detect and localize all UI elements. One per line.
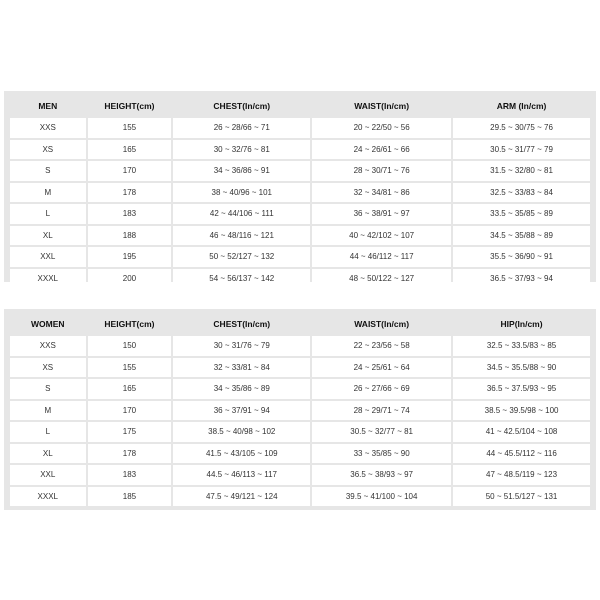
men-size-cell: XL xyxy=(10,226,86,246)
women-size-cell: XXL xyxy=(10,465,86,485)
women-col-hip-header: HIP(In/cm) xyxy=(453,314,590,334)
women-hip-cell: 32.5 ~ 33.5/83 ~ 85 xyxy=(453,336,590,356)
women-table-row xyxy=(10,336,590,356)
women-waist-cell: 30.5 ~ 32/77 ~ 81 xyxy=(312,422,451,442)
men-table-row xyxy=(10,140,590,160)
men-size-table xyxy=(8,94,592,290)
women-table-body xyxy=(10,336,590,506)
men-height-cell: 178 xyxy=(88,183,172,203)
women-height-cell: 183 xyxy=(88,465,172,485)
men-chest-cell: 38 ~ 40/96 ~ 101 xyxy=(173,183,310,203)
women-col-size-header: WOMEN xyxy=(10,314,86,334)
women-chest-cell: 34 ~ 35/86 ~ 89 xyxy=(173,379,310,399)
women-waist-cell: 33 ~ 35/85 ~ 90 xyxy=(312,444,451,464)
women-height-cell: 170 xyxy=(88,401,172,421)
men-header-row xyxy=(10,96,590,116)
women-height-cell: 165 xyxy=(88,379,172,399)
women-waist-cell: 28 ~ 29/71 ~ 74 xyxy=(312,401,451,421)
women-hip-cell: 38.5 ~ 39.5/98 ~ 100 xyxy=(453,401,590,421)
men-chest-cell: 50 ~ 52/127 ~ 132 xyxy=(173,247,310,267)
women-size-chart xyxy=(4,309,596,510)
women-chest-cell: 30 ~ 31/76 ~ 79 xyxy=(173,336,310,356)
men-chest-cell: 46 ~ 48/116 ~ 121 xyxy=(173,226,310,246)
men-size-cell: M xyxy=(10,183,86,203)
women-chest-cell: 36 ~ 37/91 ~ 94 xyxy=(173,401,310,421)
women-size-cell: XS xyxy=(10,358,86,378)
women-chest-cell: 44.5 ~ 46/113 ~ 117 xyxy=(173,465,310,485)
women-size-cell: L xyxy=(10,422,86,442)
men-table-row xyxy=(10,118,590,138)
women-col-chest-header: CHEST(In/cm) xyxy=(173,314,310,334)
men-arm-cell: 29.5 ~ 30/75 ~ 76 xyxy=(453,118,590,138)
men-table-row xyxy=(10,269,590,289)
men-table-body xyxy=(10,118,590,288)
women-chest-cell: 32 ~ 33/81 ~ 84 xyxy=(173,358,310,378)
women-height-cell: 185 xyxy=(88,487,172,507)
women-height-cell: 178 xyxy=(88,444,172,464)
women-waist-cell: 22 ~ 23/56 ~ 58 xyxy=(312,336,451,356)
men-table-row xyxy=(10,183,590,203)
men-waist-cell: 44 ~ 46/112 ~ 117 xyxy=(312,247,451,267)
women-waist-cell: 39.5 ~ 41/100 ~ 104 xyxy=(312,487,451,507)
men-waist-cell: 36 ~ 38/91 ~ 97 xyxy=(312,204,451,224)
women-hip-cell: 41 ~ 42.5/104 ~ 108 xyxy=(453,422,590,442)
women-waist-cell: 24 ~ 25/61 ~ 64 xyxy=(312,358,451,378)
men-col-arm-header: ARM (In/cm) xyxy=(453,96,590,116)
women-table-row xyxy=(10,487,590,507)
men-chest-cell: 42 ~ 44/106 ~ 111 xyxy=(173,204,310,224)
women-table-row xyxy=(10,465,590,485)
men-col-size-header: MEN xyxy=(10,96,86,116)
men-height-cell: 183 xyxy=(88,204,172,224)
women-table-row xyxy=(10,444,590,464)
men-chest-cell: 54 ~ 56/137 ~ 142 xyxy=(173,269,310,289)
women-col-waist-header: WAIST(In/cm) xyxy=(312,314,451,334)
men-height-cell: 155 xyxy=(88,118,172,138)
men-table-row xyxy=(10,226,590,246)
women-table-row xyxy=(10,401,590,421)
women-table-row xyxy=(10,422,590,442)
women-size-cell: M xyxy=(10,401,86,421)
men-size-cell: S xyxy=(10,161,86,181)
women-size-cell: S xyxy=(10,379,86,399)
men-size-cell: XXL xyxy=(10,247,86,267)
men-size-cell: L xyxy=(10,204,86,224)
men-arm-cell: 36.5 ~ 37/93 ~ 94 xyxy=(453,269,590,289)
men-size-cell: XXS xyxy=(10,118,86,138)
men-arm-cell: 34.5 ~ 35/88 ~ 89 xyxy=(453,226,590,246)
women-size-cell: XL xyxy=(10,444,86,464)
women-size-table xyxy=(8,312,592,508)
men-waist-cell: 24 ~ 26/61 ~ 66 xyxy=(312,140,451,160)
men-size-chart xyxy=(4,91,596,282)
men-waist-cell: 20 ~ 22/50 ~ 56 xyxy=(312,118,451,138)
men-col-height-header: HEIGHT(cm) xyxy=(88,96,172,116)
women-hip-cell: 36.5 ~ 37.5/93 ~ 95 xyxy=(453,379,590,399)
men-chest-cell: 30 ~ 32/76 ~ 81 xyxy=(173,140,310,160)
men-waist-cell: 32 ~ 34/81 ~ 86 xyxy=(312,183,451,203)
men-col-chest-header: CHEST(In/cm) xyxy=(173,96,310,116)
women-header-row xyxy=(10,314,590,334)
women-table-row xyxy=(10,379,590,399)
women-height-cell: 155 xyxy=(88,358,172,378)
women-col-height-header: HEIGHT(cm) xyxy=(88,314,172,334)
men-size-cell: XS xyxy=(10,140,86,160)
women-hip-cell: 50 ~ 51.5/127 ~ 131 xyxy=(453,487,590,507)
men-waist-cell: 40 ~ 42/102 ~ 107 xyxy=(312,226,451,246)
men-height-cell: 195 xyxy=(88,247,172,267)
women-waist-cell: 36.5 ~ 38/93 ~ 97 xyxy=(312,465,451,485)
men-arm-cell: 31.5 ~ 32/80 ~ 81 xyxy=(453,161,590,181)
men-arm-cell: 32.5 ~ 33/83 ~ 84 xyxy=(453,183,590,203)
women-height-cell: 150 xyxy=(88,336,172,356)
men-table-row xyxy=(10,247,590,267)
men-size-cell: XXXL xyxy=(10,269,86,289)
women-chest-cell: 41.5 ~ 43/105 ~ 109 xyxy=(173,444,310,464)
men-waist-cell: 28 ~ 30/71 ~ 76 xyxy=(312,161,451,181)
women-hip-cell: 44 ~ 45.5/112 ~ 116 xyxy=(453,444,590,464)
women-chest-cell: 38.5 ~ 40/98 ~ 102 xyxy=(173,422,310,442)
women-hip-cell: 34.5 ~ 35.5/88 ~ 90 xyxy=(453,358,590,378)
men-arm-cell: 35.5 ~ 36/90 ~ 91 xyxy=(453,247,590,267)
men-table-row xyxy=(10,161,590,181)
men-height-cell: 188 xyxy=(88,226,172,246)
women-waist-cell: 26 ~ 27/66 ~ 69 xyxy=(312,379,451,399)
men-waist-cell: 48 ~ 50/122 ~ 127 xyxy=(312,269,451,289)
women-height-cell: 175 xyxy=(88,422,172,442)
men-chest-cell: 34 ~ 36/86 ~ 91 xyxy=(173,161,310,181)
men-height-cell: 200 xyxy=(88,269,172,289)
men-height-cell: 170 xyxy=(88,161,172,181)
men-height-cell: 165 xyxy=(88,140,172,160)
women-chest-cell: 47.5 ~ 49/121 ~ 124 xyxy=(173,487,310,507)
men-arm-cell: 30.5 ~ 31/77 ~ 79 xyxy=(453,140,590,160)
women-table-row xyxy=(10,358,590,378)
men-arm-cell: 33.5 ~ 35/85 ~ 89 xyxy=(453,204,590,224)
men-table-row xyxy=(10,204,590,224)
women-hip-cell: 47 ~ 48.5/119 ~ 123 xyxy=(453,465,590,485)
men-chest-cell: 26 ~ 28/66 ~ 71 xyxy=(173,118,310,138)
women-size-cell: XXS xyxy=(10,336,86,356)
women-size-cell: XXXL xyxy=(10,487,86,507)
men-col-waist-header: WAIST(In/cm) xyxy=(312,96,451,116)
